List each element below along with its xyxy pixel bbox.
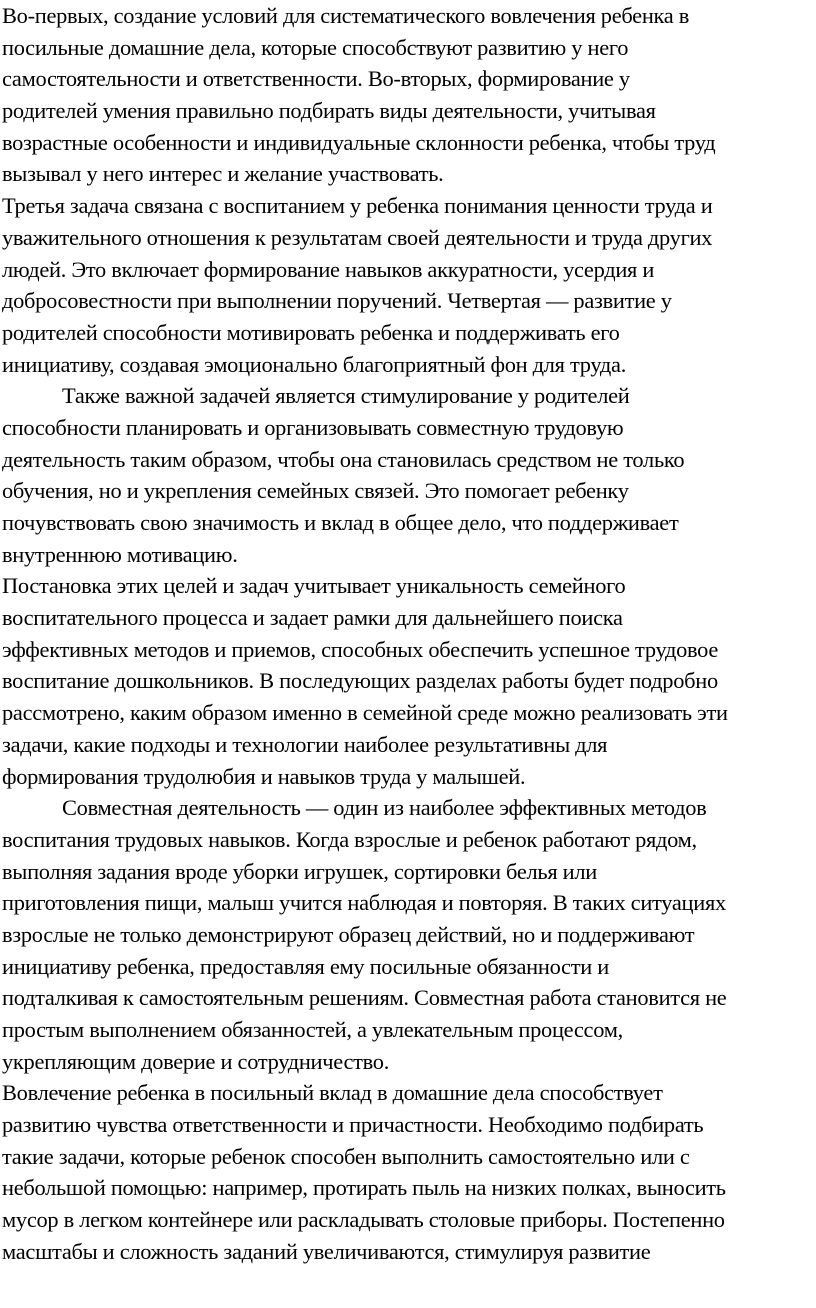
text-line: обучения, но и укрепления семейных связей. Это помогает ребенку xyxy=(2,478,629,504)
text-line: деятельность таким образом, чтобы она становилась средством не только xyxy=(2,446,685,472)
text-line: внутреннюю мотивацию. xyxy=(2,541,238,567)
text-line: приготовления пищи, малыш учится наблюдая и повторяя. В таких ситуациях xyxy=(2,890,726,916)
text-line: возрастные особенности и индивидуальные склонности ребенка, чтобы труд xyxy=(2,129,716,155)
text-line: воспитание дошкольников. В последующих разделах работы будет подробно xyxy=(2,668,718,694)
text-line: мусор в легком контейнере или раскладывать столовые приборы. Постепенно xyxy=(2,1207,725,1233)
text-line: добросовестности при выполнении поручений. Четвертая — развитие у xyxy=(2,288,672,314)
text-line: Вовлечение ребенка в посильный вклад в домашние дела способствует xyxy=(2,1080,663,1106)
text-line: способности планировать и организовывать совместную трудовую xyxy=(2,414,624,440)
text-line: посильные домашние дела, которые способствуют развитию у него xyxy=(2,34,629,60)
text-line: родителей умения правильно подбирать виды деятельности, учитывая xyxy=(2,98,656,124)
text-line: развитию чувства ответственности и причастности. Необходимо подбирать xyxy=(2,1112,704,1138)
text-line: небольшой помощью: например, протирать пыль на низких полках, выносить xyxy=(2,1175,726,1201)
text-line: самостоятельности и ответственности. Во-вторых, формирование у xyxy=(2,66,630,92)
text-line: простым выполнением обязанностей, а увлекательным процессом, xyxy=(2,1017,623,1042)
text-line: масштабы и сложность заданий увеличиваются, стимулируя развитие xyxy=(2,1238,651,1264)
text-line: уважительного отношения к результатам своей деятельности и труда других xyxy=(2,224,713,250)
text-line: эффективных методов и приемов, способных обеспечить успешное трудовое xyxy=(2,636,718,662)
text-line: почувствовать свою значимость и вклад в общее дело, что поддерживает xyxy=(2,510,679,535)
paragraph xyxy=(2,792,816,1077)
text-line: Совместная деятельность — один из наиболее эффективных методов xyxy=(62,795,707,821)
text-line: родителей способности мотивировать ребенка и поддерживать его xyxy=(2,319,620,345)
text-line: инициативу, создавая эмоционально благоприятный фон для труда. xyxy=(2,351,627,377)
text-line: Постановка этих целей и задач учитывает уникальность семейного xyxy=(2,573,626,599)
paragraph xyxy=(2,1077,816,1267)
text-line: Третья задача связана с воспитанием у ребенка понимания ценности труда и xyxy=(2,193,713,219)
text-line: Также важной задачей является стимулирование у родителей xyxy=(62,383,630,409)
paragraph xyxy=(2,190,816,380)
paragraph xyxy=(2,570,816,792)
text-line: взрослые не только демонстрируют образец действий, но и поддерживают xyxy=(2,921,695,947)
text-line: инициативу ребенка, предоставляя ему посильные обязанности и xyxy=(2,953,609,979)
text-line: такие задачи, которые ребенок способен выполнить самостоятельно или с xyxy=(2,1143,690,1169)
text-line: формирования трудолюбия и навыков труда у малышей. xyxy=(2,763,526,789)
text-line: выполняя задания вроде уборки игрушек, сортировки белья или xyxy=(2,858,597,884)
text-line: вызывал у него интерес и желание участвовать. xyxy=(2,161,444,187)
text-line: людей. Это включает формирование навыков аккуратности, усердия и xyxy=(2,256,655,282)
text-line: воспитательного процесса и задает рамки для дальнейшего поиска xyxy=(2,605,623,631)
text-line: рассмотрено, каким образом именно в семейной среде можно реализовать эти xyxy=(2,700,728,726)
text-line: подталкивая к самостоятельным решениям. Совместная работа становится не xyxy=(2,985,727,1011)
text-line: задачи, какие подходы и технологии наиболее результативны для xyxy=(2,731,608,757)
text-line: воспитания трудовых навыков. Когда взрослые и ребенок работают рядом, xyxy=(2,826,697,852)
paragraph xyxy=(2,380,816,570)
text-line: Во-первых, создание условий для систематического вовлечения ребенка в xyxy=(2,3,690,28)
text-line: укрепляющим доверие и сотрудничество. xyxy=(2,1048,390,1074)
paragraph xyxy=(2,0,816,190)
